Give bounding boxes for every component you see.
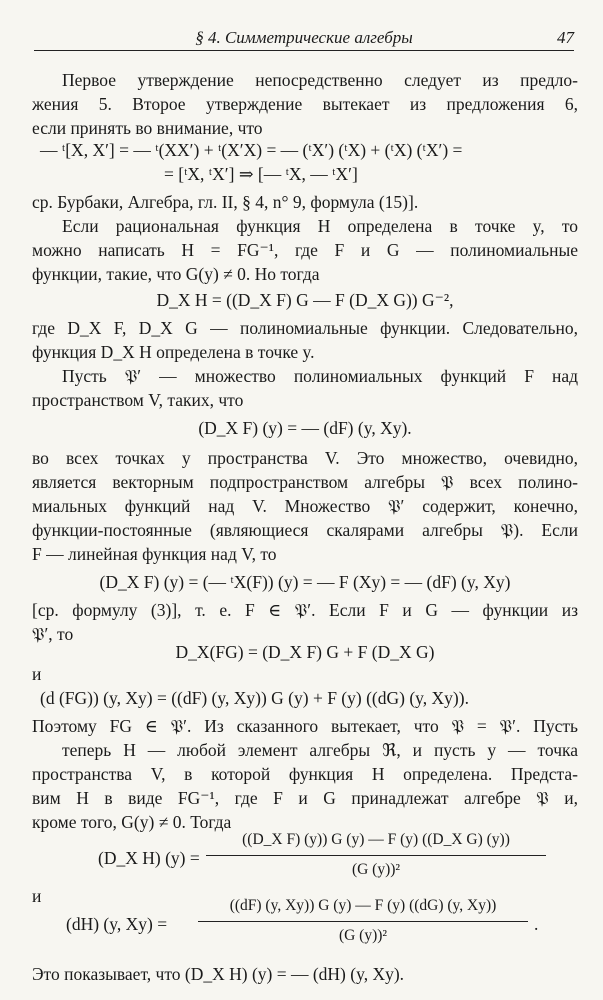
fraction-bar — [198, 921, 528, 922]
text-line: вим H в виде FG⁻¹, где F и G принадлежат алгебре 𝔓 и, — [32, 788, 578, 808]
text-line: является векторным подпространством алгебры 𝔓 всех полино- — [32, 472, 578, 492]
text-line: можно написать H = FG⁻¹, где F и G — полиномиальные — [32, 240, 578, 260]
equation: (D_X F) (y) = (— ᵗX(F)) (y) = — F (Xy) = — (dF) (y, Xy) — [99, 572, 511, 592]
fraction-numerator: ((dF) (y, Xy)) G (y) — F (y) ((dG) (y, Xy)) — [229, 897, 497, 914]
text-line: 𝔓′, то — [32, 624, 74, 644]
text-line: если принять во внимание, что — [32, 118, 263, 138]
text-line: кроме того, G(y) ≠ 0. Тогда — [32, 812, 232, 832]
text-line: теперь H — любой элемент алгебры ℜ, и пусть y — точка — [62, 740, 578, 760]
equation-period: . — [534, 914, 539, 934]
text-line: Поэтому FG ∈ 𝔓′. Из сказанного вытекает, что 𝔓 = 𝔓′. Пусть — [32, 716, 578, 736]
text-line: и — [32, 886, 42, 906]
text-line: где D_X F, D_X G — полиномиальные функции. Следовательно, — [32, 318, 578, 338]
fraction-bar — [206, 855, 546, 856]
equation: (D_X H) (y) = — [98, 848, 200, 868]
text-line: и — [32, 664, 42, 684]
fraction-numerator: ((D_X F) (y)) G (y) — F (y) ((D_X G) (y)) — [242, 831, 510, 848]
text-line: Если рациональная функция H определена в точке y, то — [62, 216, 578, 236]
equation: D_X H = ((D_X F) G — F (D_X G)) G⁻², — [156, 290, 454, 310]
text-line: пространства V, в которой функция H определена. Предста- — [32, 764, 578, 784]
text-line: миальных функций над V. Множество 𝔓′ содержит, конечно, — [32, 496, 578, 516]
equation: (dH) (y, Xy) = — [66, 914, 168, 934]
text-line: ср. Бурбаки, Алгебра, гл. II, § 4, n° 9, формула (15)]. — [32, 192, 419, 212]
text-line: жения 5. Второе утверждение вытекает из предложения 6, — [32, 94, 578, 114]
text-line: функции-постоянные (являющиеся скалярами алгебры 𝔓). Если — [32, 520, 578, 540]
equation: — ᵗ[X, X′] = — ᵗ(XX′) + ᵗ(X′X) = — (ᵗX′) (ᵗX) + (ᵗX) (ᵗX′) = — [40, 140, 463, 160]
page-number: 47 — [557, 28, 574, 47]
text-line: [ср. формулу (3)], т. е. F ∈ 𝔓′. Если F и G — функции из — [32, 600, 578, 620]
text-line: Это показывает, что (D_X H) (y) = — (dH) (y, Xy). — [32, 964, 405, 984]
text-line: Первое утверждение непосредственно следует из предло- — [62, 70, 578, 90]
equation: D_X(FG) = (D_X F) G + F (D_X G) — [175, 642, 435, 662]
section-title: § 4. Симметрические алгебры — [195, 28, 413, 47]
text-line: Пусть 𝔓′ — множество полиномиальных функций F над — [62, 366, 578, 386]
equation: = [ᵗX, ᵗX′] ⇒ [— ᵗX, — ᵗX′] — [164, 164, 358, 184]
equation: (d (FG)) (y, Xy) = ((dF) (y, Xy)) G (y) + F (y) ((dG) (y, Xy)). — [40, 688, 469, 708]
equation: (D_X F) (y) = — (dF) (y, Xy). — [198, 418, 412, 438]
running-header — [34, 28, 574, 51]
text-line: F — линейная функция над V, то — [32, 544, 277, 564]
text-line: функция D_X H определена в точке y. — [32, 342, 315, 362]
fraction-denominator: (G (y))² — [351, 861, 401, 878]
fraction-denominator: (G (y))² — [338, 927, 388, 944]
text-line: во всех точках y пространства V. Это множество, очевидно, — [32, 448, 578, 468]
text-line: функции, такие, что G(y) ≠ 0. Но тогда — [32, 264, 320, 284]
text-line: пространством V, таких, что — [32, 390, 244, 410]
